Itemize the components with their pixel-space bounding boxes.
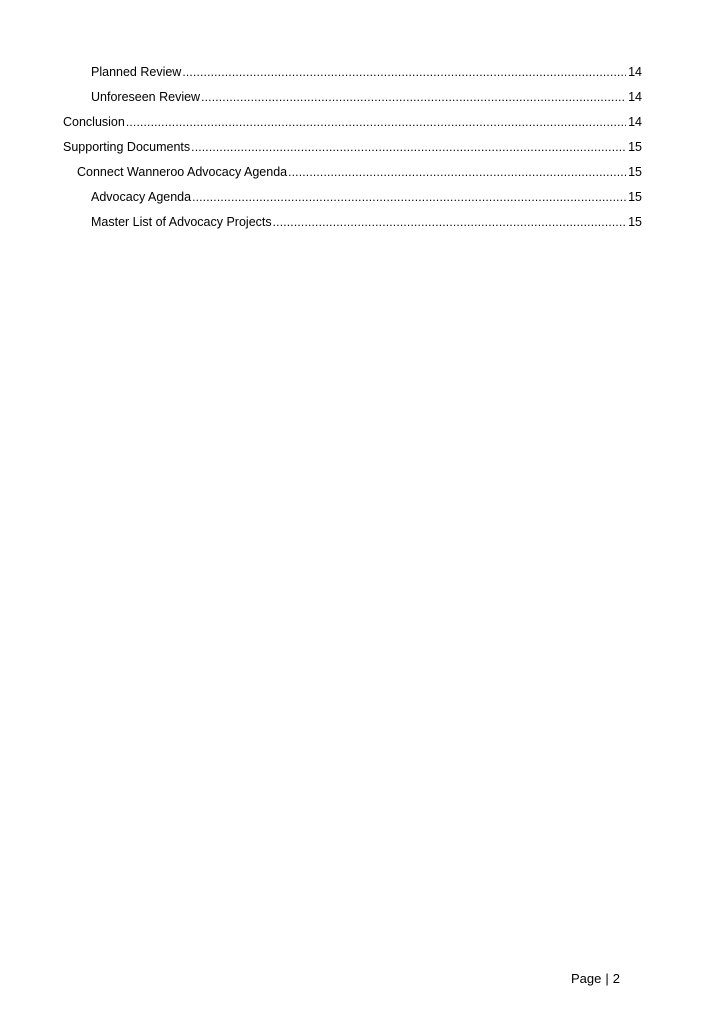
toc-entry-title: Planned Review [91, 65, 182, 79]
toc-entry-title: Connect Wanneroo Advocacy Agenda [77, 165, 288, 179]
toc-entry-title: Advocacy Agenda [91, 190, 192, 204]
toc-entry-master-list-of-advocacy-projects[interactable] [63, 212, 642, 237]
toc-entry-page-number: 15 [628, 190, 642, 204]
toc-dot-leader [288, 162, 626, 182]
toc-dot-leader [273, 212, 626, 232]
toc-entry-page-number: 14 [628, 65, 642, 79]
toc-dot-leader [182, 62, 626, 82]
page-footer [571, 968, 620, 990]
toc-entry-page-number: 15 [628, 165, 642, 179]
table-of-contents [63, 62, 642, 237]
toc-dot-leader [191, 137, 626, 157]
toc-entry-page-number: 15 [628, 140, 642, 154]
page-label: Page [571, 971, 602, 986]
toc-entry-unforeseen-review[interactable] [63, 87, 642, 112]
toc-entry-page-number: 14 [628, 90, 642, 104]
toc-entry-connect-wanneroo-advocacy-agenda[interactable] [63, 162, 642, 187]
toc-entry-title: Unforeseen Review [91, 90, 201, 104]
toc-dot-leader [126, 112, 626, 132]
toc-entry-title: Supporting Documents [63, 140, 191, 154]
toc-entry-conclusion[interactable] [63, 112, 642, 137]
page-number: 2 [612, 971, 620, 986]
toc-entry-planned-review[interactable] [63, 62, 642, 87]
toc-entry-title: Conclusion [63, 115, 125, 129]
toc-entry-advocacy-agenda[interactable] [63, 187, 642, 212]
toc-entry-page-number: 15 [628, 215, 642, 229]
toc-entry-supporting-documents[interactable] [63, 137, 642, 162]
toc-entry-page-number: 14 [628, 115, 642, 129]
page-separator: | [605, 971, 609, 986]
toc-dot-leader [201, 87, 626, 107]
toc-dot-leader [192, 187, 626, 207]
toc-entry-title: Master List of Advocacy Projects [91, 215, 272, 229]
